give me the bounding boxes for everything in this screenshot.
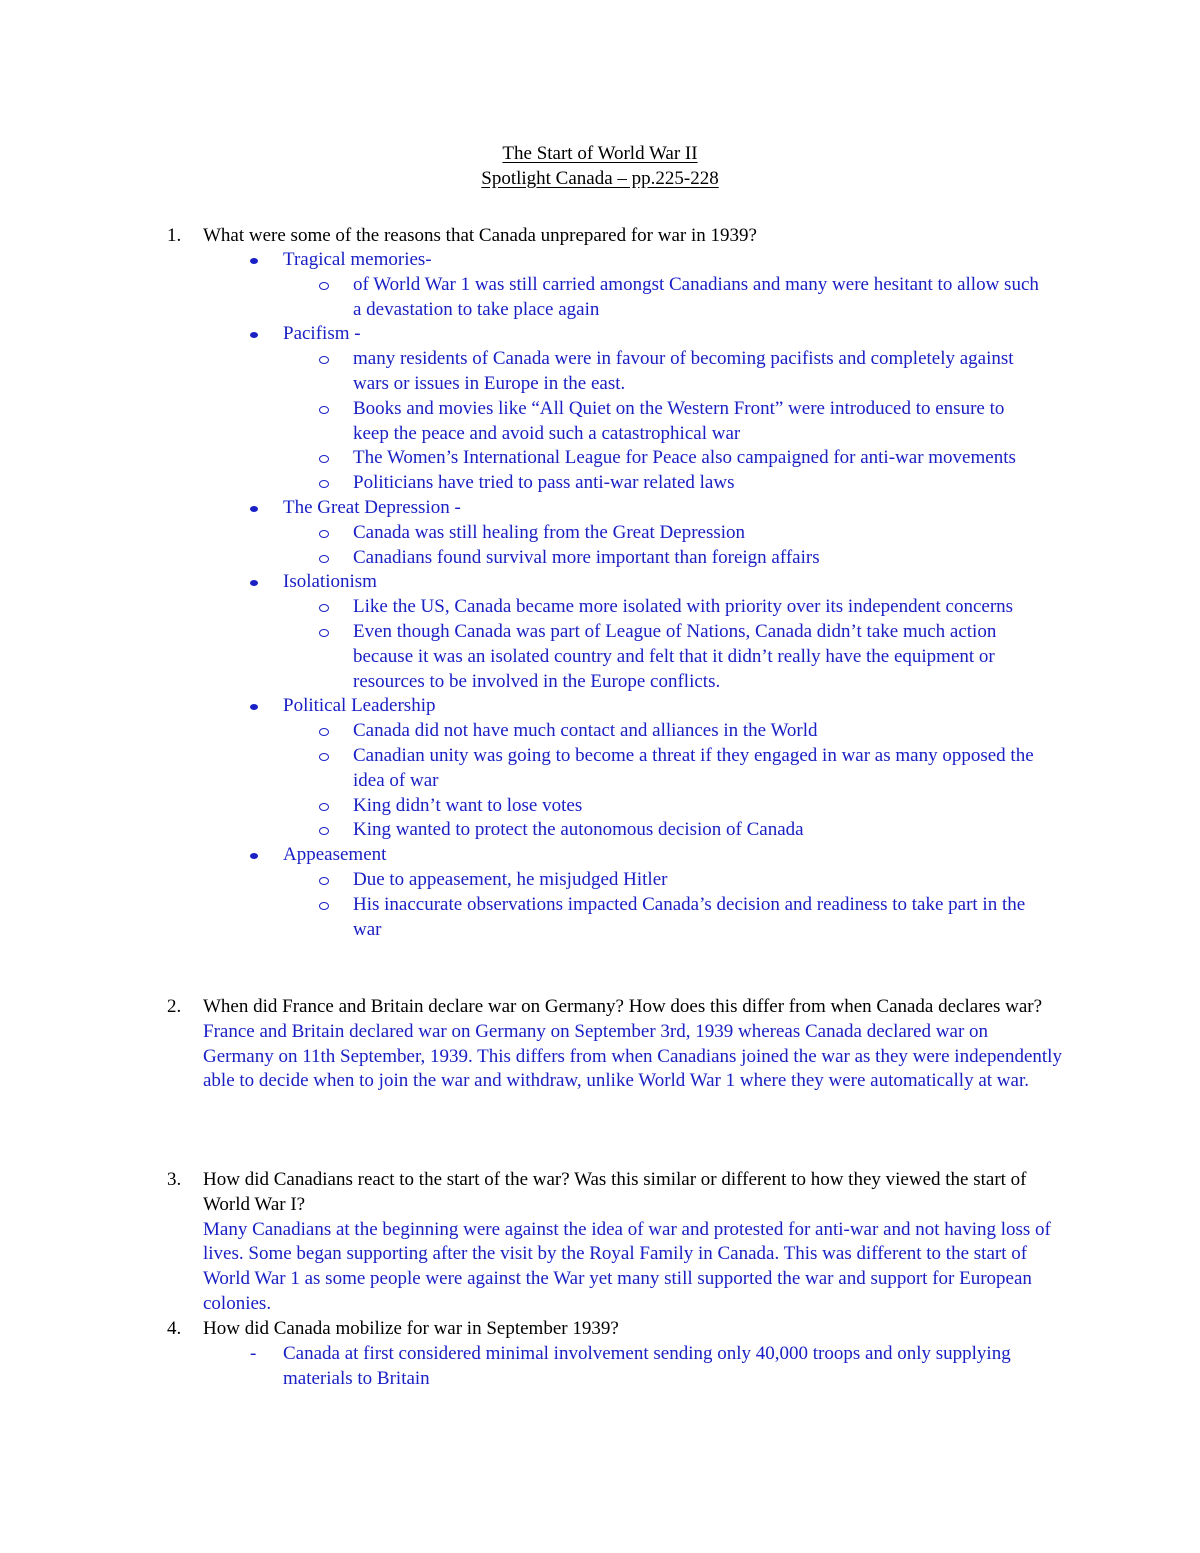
- point-item: [0, 273, 1043, 323]
- point-text: Canada was still healing from the Great Depression: [353, 521, 746, 543]
- point-item: [0, 868, 1043, 893]
- hollow-circle-bullet-icon: [319, 282, 329, 290]
- topic-item: [0, 570, 1063, 595]
- question-2: [167, 995, 1063, 1094]
- hollow-circle-bullet-icon: [319, 406, 329, 414]
- point-item: [0, 818, 1043, 843]
- point-item: [0, 595, 1043, 620]
- question-4-number: 4.: [167, 1318, 182, 1339]
- point-item: [0, 719, 1043, 744]
- topic-label: Political Leadership: [283, 695, 436, 717]
- filled-bullet-icon: [250, 506, 258, 512]
- point-text: Like the US, Canada became more isolated with priority over its independent concerns: [353, 596, 1014, 618]
- point-text: Canada did not have much contact and alliances in the World: [353, 720, 818, 742]
- question-2-answer: France and Britain declared war on Germany on September 3rd, 1939 whereas Canada declared war on Germany on 11th September, 1939. This differs from when Canadians joined the war as they were independently able to decide when to join the war and withdraw, unlike World War 1 where they were automatically at war.: [203, 1020, 1062, 1092]
- point-item: [0, 471, 1043, 496]
- hollow-circle-bullet-icon: [319, 827, 329, 835]
- hollow-circle-bullet-icon: [319, 530, 329, 538]
- document-title: The Start of World War II: [502, 143, 698, 164]
- question-4-answer-text: Canada at first considered minimal involvement sending only 40,000 troops and only supplying materials to Britain: [283, 1343, 1011, 1389]
- topic-item: [0, 496, 1063, 521]
- topic-item: [0, 322, 1063, 347]
- filled-bullet-icon: [250, 580, 258, 586]
- point-text: Books and movies like “All Quiet on the Western Front” were introduced to ensure to keep the peace and avoid such a catastrophical war: [353, 397, 1005, 444]
- question-3: [167, 1168, 1063, 1317]
- question-2-text: When did France and Britain declare war on Germany? How does this differ from when Canada declares war?: [203, 996, 1043, 1017]
- question-1-number: 1.: [167, 225, 182, 246]
- point-item: [0, 893, 1043, 943]
- hollow-circle-bullet-icon: [319, 753, 329, 761]
- filled-bullet-icon: [250, 258, 258, 264]
- point-text: King wanted to protect the autonomous decision of Canada: [353, 819, 804, 841]
- hollow-circle-bullet-icon: [319, 877, 329, 885]
- point-text: of World War 1 was still carried amongst Canadians and many were hesitant to allow such a devastation to take place again: [353, 273, 1039, 320]
- point-item: [0, 397, 1043, 447]
- filled-bullet-icon: [250, 332, 258, 338]
- question-4-text: How did Canada mobilize for war in September 1939?: [203, 1318, 619, 1339]
- hollow-circle-bullet-icon: [319, 480, 329, 488]
- point-text: The Women’s International League for Peace also campaigned for anti-war movements: [353, 447, 1016, 469]
- question-1-text: What were some of the reasons that Canada unprepared for war in 1939?: [203, 225, 757, 246]
- point-text: King didn’t want to lose votes: [353, 794, 583, 816]
- topic-item: [0, 843, 1063, 868]
- hollow-circle-bullet-icon: [319, 604, 329, 612]
- topic-label: Appeasement: [283, 844, 387, 866]
- point-item: [0, 347, 1043, 397]
- topic-item: [0, 694, 1063, 719]
- filled-bullet-icon: [250, 853, 258, 859]
- point-item: [0, 521, 1043, 546]
- point-text: many residents of Canada were in favour of becoming pacifists and completely against wars or issues in Europe in the east.: [353, 348, 1014, 394]
- topic-label: The Great Depression -: [283, 496, 461, 518]
- question-4-answer: [250, 1342, 1043, 1392]
- point-text: Canadian unity was going to become a threat if they engaged in war as many opposed the idea of war: [353, 744, 1034, 791]
- question-1: [167, 224, 1063, 249]
- hollow-circle-bullet-icon: [319, 455, 329, 463]
- question-2-number: 2.: [167, 996, 182, 1017]
- point-text: His inaccurate observations impacted Canada’s decision and readiness to take part in the war: [353, 893, 1026, 940]
- hollow-circle-bullet-icon: [319, 803, 329, 811]
- hollow-circle-bullet-icon: [319, 728, 329, 736]
- question-3-answer: Many Canadians at the beginning were against the idea of war and protested for anti-war and not having loss of lives. Some began supporting after the visit by the Royal Family in Canada. This was different to the start of World War 1 as some people were against the War yet many still supported the war and support for European colonies.: [203, 1218, 1051, 1314]
- point-item: [0, 744, 1043, 794]
- question-3-text: How did Canadians react to the start of the war? Was this similar or different to how they viewed the start of World War I?: [203, 1169, 1027, 1215]
- question-1-answers: [203, 248, 1063, 942]
- hollow-circle-bullet-icon: [319, 555, 329, 563]
- document-subtitle: Spotlight Canada – pp.225-228: [481, 167, 719, 189]
- hollow-circle-bullet-icon: [319, 356, 329, 364]
- topic-label: Pacifism -: [283, 323, 361, 345]
- point-text: Even though Canada was part of League of Nations, Canada didn’t take much action because it was an isolated country and felt that it didn’t really have the equipment or resources to be involved in the Europe conflicts.: [353, 620, 997, 692]
- topic-item: [0, 248, 1063, 273]
- point-item: [0, 546, 1043, 571]
- filled-bullet-icon: [250, 704, 258, 710]
- hollow-circle-bullet-icon: [319, 902, 329, 910]
- topic-label: Tragical memories-: [283, 249, 432, 270]
- point-item: [0, 794, 1043, 819]
- point-text: Due to appeasement, he misjudged Hitler: [353, 868, 668, 890]
- question-4: [167, 1317, 1063, 1342]
- topic-label: Isolationism: [283, 571, 377, 593]
- point-text: Canadians found survival more important than foreign affairs: [353, 546, 820, 568]
- point-item: [0, 446, 1043, 471]
- dash-bullet: -: [250, 1343, 257, 1364]
- title-block: [0, 142, 1200, 192]
- question-3-number: 3.: [167, 1169, 182, 1190]
- point-text: Politicians have tried to pass anti-war related laws: [353, 472, 735, 494]
- point-item: [0, 620, 1043, 694]
- hollow-circle-bullet-icon: [319, 629, 329, 637]
